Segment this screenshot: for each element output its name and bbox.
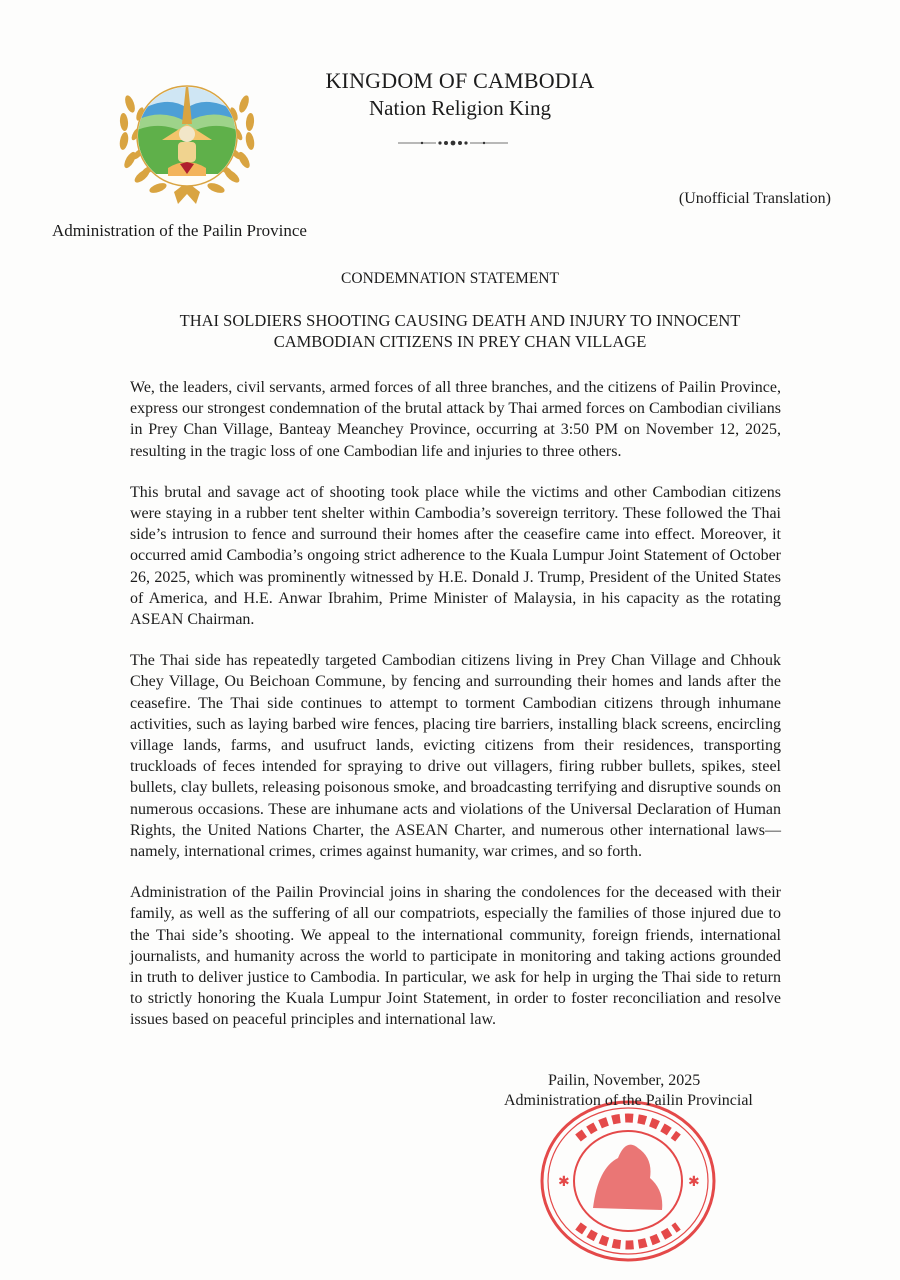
paragraph-1: We, the leaders, civil servants, armed forces of all three branches, and the citizens of Pailin Province, express our strongest condemnation of the brutal attack by Thai armed forces on Cambodian civilians in Prey Chan Village, Banteay Meanchey Province, occurring at 3:50 PM on November 12, 2025, resulting in the tragic loss of one Cambodian life and injuries to three others. xyxy=(130,379,781,460)
translation-note: (Unofficial Translation) xyxy=(678,190,831,207)
headline-line-2: CAMBODIAN CITIZENS IN PREY CHAN VILLAGE xyxy=(273,332,647,351)
statement-body xyxy=(130,377,781,1051)
pailin-province-emblem-icon xyxy=(112,64,262,214)
signature-place-date: Pailin, November, 2025 xyxy=(548,1072,701,1089)
svg-text:✱: ✱ xyxy=(558,1174,570,1190)
paragraph-3: The Thai side has repeatedly targeted Cambodian citizens living in Prey Chan Village and Chhouk Chey Village, Ou Beichoan Commune, by fencing and surrounding their homes and lands after the ceasefire. The Thai side continues to attempt to torment Cambodian citizens through inhumane activities, such as laying barbed wire fences, placing tire barriers, installing black screens, encircling village lands, farms, and usufruct lands, evicting citizens from their residences, transporting truckloads of feces intended for spraying to drive out villagers, firing rubber bullets, spikes, steel bullets, clay bullets, releasing poisonous smoke, and broadcasting terrifying and disruptive sounds on numerous occasions. These are inhumane acts and violations of the Universal Declaration of Human Rights, the United Nations Charter, the ASEAN Charter, and numerous other international laws—namely, international crimes, crimes against humanity, war crimes, and so forth. xyxy=(130,652,781,861)
paragraph-2: This brutal and savage act of shooting took place while the victims and other Cambodian citizens were staying in a rubber tent shelter within Cambodia’s sovereign territory. These followed the Thai side’s intrusion to fence and surround their homes after the ceasefire came into effect. Moreover, it occurred amid Cambodia’s ongoing strict adherence to the Kuala Lumpur Joint Statement of October 26, 2025, which was prominently witnessed by H.E. Donald J. Trump, President of the United States of America, and H.E. Anwar Ibrahim, Prime Minister of Malaysia, in his capacity as the rotating ASEAN Chairman. xyxy=(130,483,781,629)
statement-headline xyxy=(100,310,820,352)
ornamental-divider-icon xyxy=(398,138,508,148)
signature-office: Administration of the Pailin Provincial xyxy=(504,1092,753,1109)
country-title: KINGDOM OF CAMBODIA xyxy=(325,68,595,93)
paragraph-4: Administration of the Pailin Provincial joins in sharing the condolences for the deceased with their family, as well as the suffering of all our compatriots, especially the families of those injured due to the Thai side’s shooting. We appeal to the international community, foreign friends, international journalists, and humanity across the world to participate in monitoring and taking actions grounded in truth to deliver justice to Cambodia. In particular, we ask for help in urging the Thai side to return to strictly honoring the Kuala Lumpur Joint Statement, in order to foster reconciliation and resolve issues based on peaceful principles and international law. xyxy=(130,884,781,1029)
statement-type: CONDEMNATION STATEMENT xyxy=(341,270,559,287)
national-motto: Nation Religion King xyxy=(369,96,551,120)
issuing-authority: Administration of the Pailin Province xyxy=(52,221,307,240)
headline-line-1: THAI SOLDIERS SHOOTING CAUSING DEATH AND INJURY TO INNOCENT xyxy=(179,311,741,330)
official-red-seal-icon xyxy=(538,1098,718,1264)
svg-text:✱: ✱ xyxy=(688,1174,700,1190)
